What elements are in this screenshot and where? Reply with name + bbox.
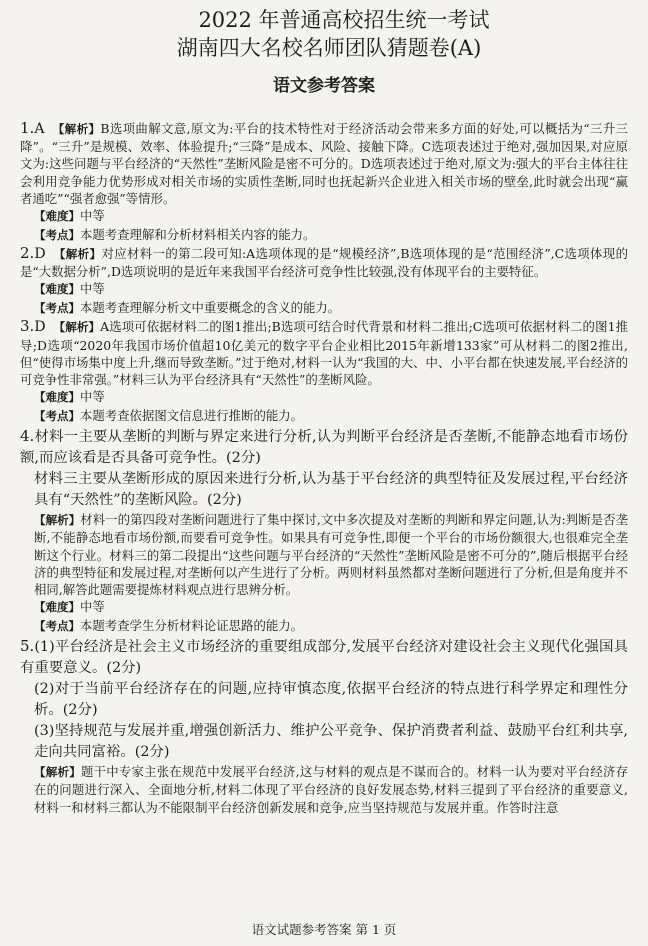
q5-jiexi-tag: 【解析】 [34,765,81,780]
question-4 [20,426,628,635]
question-5 [20,636,628,816]
q3-jiexi-tag: 【解析】 [53,320,101,335]
q3-number: 3. [20,317,35,336]
page-footer: 语文试题参考答案 第 1 页 [251,922,397,937]
q4-testpoint: 【考点】本题考查学生分析材料论证思路的能力。 [34,617,304,633]
q2-difficulty: 【难度】中等 [34,281,105,297]
q1-answer: A [34,121,45,137]
q2-analysis [20,245,628,280]
q5-answer-part2: (2)对于当前平台经济存在的问题,应持审慎态度,依据平台经济的特点进行科学界定和理性分析。(2分) [34,681,628,719]
q4-jiexi-text: 材料一的第四段对垄断问题进行了集中探讨,文中多次提及对垄断的判断和界定问题,认为:判断是否垄断,不能静态地看市场份额,而要看可竞争性。如果具有可竞争性,即便一个平台的市场份额很大,也很难完全垄断这个行业。材料三的第二段提出“这些问题与平台经济的“天然性”垄断风险是密不可分的”,随后根据平台经济的典型特征和发展过程,对垄断何以产生进行了分析。两则材料虽然都对垄断问题进行了分析,但是角度并不相同,解答此题需要提炼材料观点进行思辨分析。 [34,512,628,598]
q2-number: 2. [20,244,35,263]
q4-number: 4. [20,427,35,446]
q5-number: 5. [20,637,35,656]
q1-jiexi-tag: 【解析】 [52,122,101,136]
answer-title: 语文参考答案 [273,76,375,96]
q1-jiexi-text: B选项曲解文意,原文为:平台的技术特性对于经济活动会带来多方面的好处,可以概括为“三升三降”。“三升”是规模、效率、体验提升;“三降”是成本、风险、接触下降。C选项表述过于绝对,强加因果,对应原文为:这些问题与平台经济的“天然性”垄断风险是密不可分的。D选项表述过于绝对,原文为:强大的平台主体往往会利用竞争能力优势形成对相关市场的实质性垄断,同时也抚起新兴企业进入相关市场的壁垒,此时就会出现“赢者通吃”“强者愈强”等情形。 [20,121,628,206]
page-header [20,6,628,98]
q3-answer: D [34,319,46,336]
q3-testpoint: 【考点】本题考查依据图文信息进行推断的能力。 [34,407,304,423]
q5-jiexi-text: 题干中专家主张在规范中发展平台经济,这与材料的观点是不谋而合的。材料一认为要对平台经济存在的问题进行深入、全面地分析,材料二体现了平台经济的良好发展态势,材料三提到了平台经济的重要意义,材料一和材料三都认为不能限制平台经济创新发展和竞争,应当坚持规范与发展并重。作答时注意 [34,764,628,815]
question-2 [20,245,628,317]
q5-answer-part3: (3)坚持规范与发展并重,增强创新活力、维护公平竞争、保护消费者利益、鼓励平台红利共享,走向共同富裕。(2分) [34,723,628,761]
q2-jiexi-text: 对应材料一的第二段可知:A选项体现的是“规模经济”,B选项体现的是“范围经济”,C选项体现的是“大数据分析”,D选项说明的是近年来我国平台经济可竞争性比较强,没有体现平台的主要特征。 [20,246,628,280]
q3-analysis [20,318,628,388]
q2-testpoint: 【考点】本题考查理解分析文中重要概念的含义的能力。 [34,299,341,315]
q4-answer-part1: 4.材料一主要从垄断的判断与界定来进行分析,认为判断平台经济是否垄断,不能静态地看市场份额,而应该看是否具备可竞争性。(2分) [20,427,628,467]
question-3 [20,318,628,425]
exam-title: 2022 年普通高校招生统一考试 [198,8,490,32]
q4-jiexi-tag: 【解析】 [34,513,81,528]
q1-difficulty: 【难度】中等 [34,208,105,224]
q2-jiexi-tag: 【解析】 [53,247,102,262]
answer-content [20,120,628,816]
q4-answer-part2: 材料三主要从垄断形成的原因来进行分析,认为基于平台经济的典型特征及发展过程,平台经济具有“天然性”的垄断风险。(2分) [34,471,628,509]
q1-number: 1. [20,119,35,137]
question-1 [20,120,628,244]
q4-difficulty: 【难度】中等 [34,599,105,615]
q3-jiexi-text: A选项可依据材料二的图1推出;B选项可结合时代背景和材料二推出;C选项可依据材料二的图1推导;D选项“2020年我国市场价值超10亿美元的数字平台企业相比2015年新增133家”可从材料二的图2推出,但“使得市场集中度上升,继而导致垄断。”过于绝对,材料一认为“我国的大、中、小平台都在快速发展,平台经济的可竞争性非常强。”材料三认为平台经济具有“天然性”的垄断风险。 [20,319,628,388]
q1-testpoint: 【考点】本题考查理解和分析材料相关内容的能力。 [34,226,316,242]
exam-subtitle: 湖南四大名校名师团队猜题卷(A) [176,36,482,60]
q2-answer: D [34,246,46,263]
q1-analysis [20,120,628,207]
q3-difficulty: 【难度】中等 [34,389,105,405]
q5-answer-part1: 5.(1)平台经济是社会主义市场经济的重要组成部分,发展平台经济对建设社会主义现代化强国具有重要意义。(2分) [20,637,628,677]
q5-analysis [20,763,628,816]
q4-analysis [20,511,628,598]
